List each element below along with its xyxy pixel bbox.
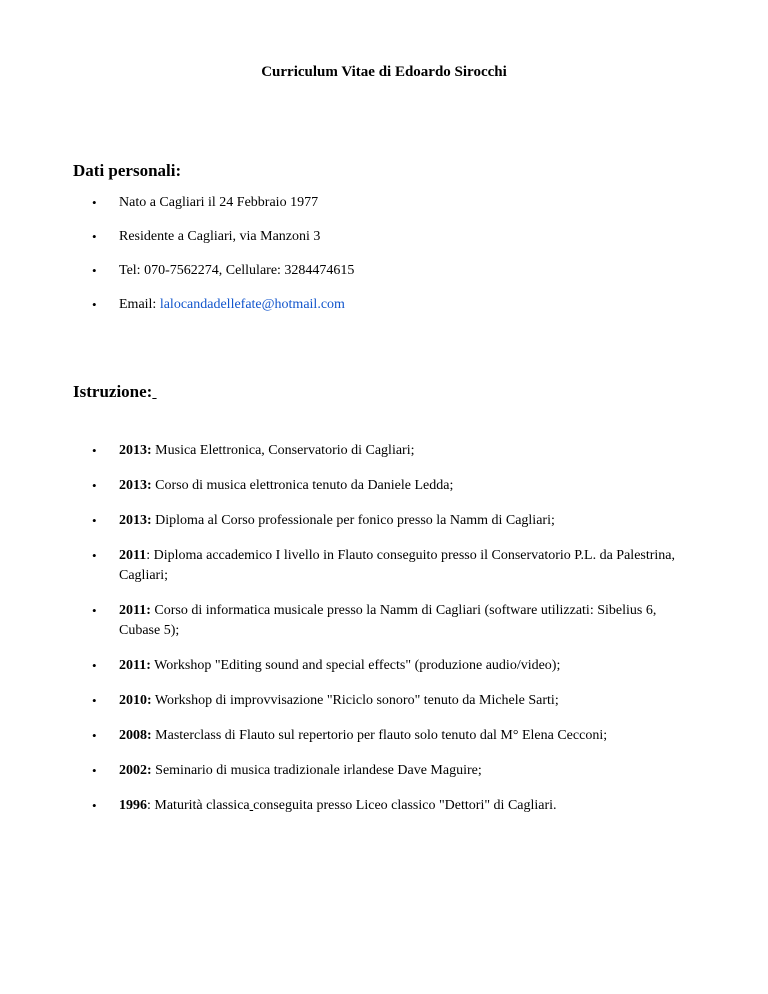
list-item	[0, 476, 679, 496]
bullet-icon: •	[92, 478, 97, 493]
item-year: 2002:	[119, 763, 152, 778]
list-item	[0, 295, 679, 315]
list-item	[0, 601, 679, 641]
bullet-icon: •	[92, 763, 97, 778]
item-text-continued: conseguita presso Liceo classico "Dettori" di Cagliari.	[253, 798, 557, 813]
list-item	[0, 546, 679, 586]
education-list	[0, 441, 679, 816]
list-item	[0, 261, 679, 281]
item-text: Diploma al Corso professionale per fonico presso la Namm di Cagliari;	[151, 513, 555, 528]
bullet-icon: •	[92, 798, 97, 813]
list-item	[0, 656, 679, 676]
bullet-icon: •	[92, 513, 97, 528]
list-item	[0, 441, 679, 461]
bullet-icon: •	[92, 603, 97, 618]
item-text: : Maturità classica	[147, 798, 250, 813]
heading-underline-space	[152, 382, 156, 401]
item-text: Corso di musica elettronica tenuto da Daniele Ledda;	[151, 478, 454, 493]
section-heading-personal	[73, 161, 181, 181]
item-year: 2010:	[119, 693, 152, 708]
item-text: Residente a Cagliari, via Manzoni 3	[119, 229, 321, 244]
personal-heading-text: Dati personali:	[73, 161, 182, 180]
personal-list	[0, 193, 679, 315]
bullet-icon: •	[92, 693, 97, 708]
section-heading-education	[73, 382, 157, 402]
bullet-icon: •	[92, 195, 97, 210]
bullet-icon: •	[92, 263, 97, 278]
document-title: Curriculum Vitae di Edoardo Sirocchi	[261, 64, 507, 80]
list-item	[0, 511, 679, 531]
email-label: Email:	[119, 297, 160, 312]
bullet-icon: •	[92, 728, 97, 743]
item-text: Nato a Cagliari il 24 Febbraio 1977	[119, 195, 319, 210]
item-year: 2013:	[119, 443, 152, 458]
item-text: : Diploma accademico I livello in Flauto conseguito presso il Conservatorio P.L. da Palestrina, Cagliari;	[119, 548, 676, 583]
item-year: 2013:	[119, 478, 152, 493]
item-year: 2008:	[119, 728, 152, 743]
bullet-icon: •	[92, 443, 97, 458]
item-year: 2013:	[119, 513, 152, 528]
list-item	[0, 691, 679, 711]
bullet-icon: •	[92, 658, 97, 673]
list-item	[0, 193, 679, 213]
item-text: Tel: 070-7562274, Cellulare: 3284474615	[119, 263, 355, 278]
item-year: 1996	[119, 798, 147, 813]
item-text: Corso di informatica musicale presso la Namm di Cagliari (software utilizzati: Sibelius 6, Cubase 5);	[119, 603, 657, 638]
list-item	[0, 761, 679, 781]
email-link[interactable]: lalocandadellefate@hotmail.com	[159, 297, 345, 312]
item-year: 2011:	[119, 603, 151, 618]
item-text: Musica Elettronica, Conservatorio di Cagliari;	[151, 443, 415, 458]
item-year: 2011	[119, 548, 147, 563]
list-item	[0, 227, 679, 247]
item-year: 2011:	[119, 658, 151, 673]
item-text: Masterclass di Flauto sul repertorio per flauto solo tenuto dal M° Elena Cecconi;	[151, 728, 608, 743]
bullet-icon: •	[92, 548, 97, 563]
bullet-icon: •	[92, 297, 97, 312]
education-heading-text: Istruzione:	[73, 382, 153, 401]
item-text: Workshop "Editing sound and special effects" (produzione audio/video);	[150, 658, 561, 673]
item-text: Seminario di musica tradizionale irlandese Dave Maguire;	[151, 763, 482, 778]
list-item	[0, 796, 679, 816]
item-text: Workshop di improvvisazione "Riciclo sonoro" tenuto da Michele Sarti;	[151, 693, 559, 708]
bullet-icon: •	[92, 229, 97, 244]
list-item	[0, 726, 679, 746]
